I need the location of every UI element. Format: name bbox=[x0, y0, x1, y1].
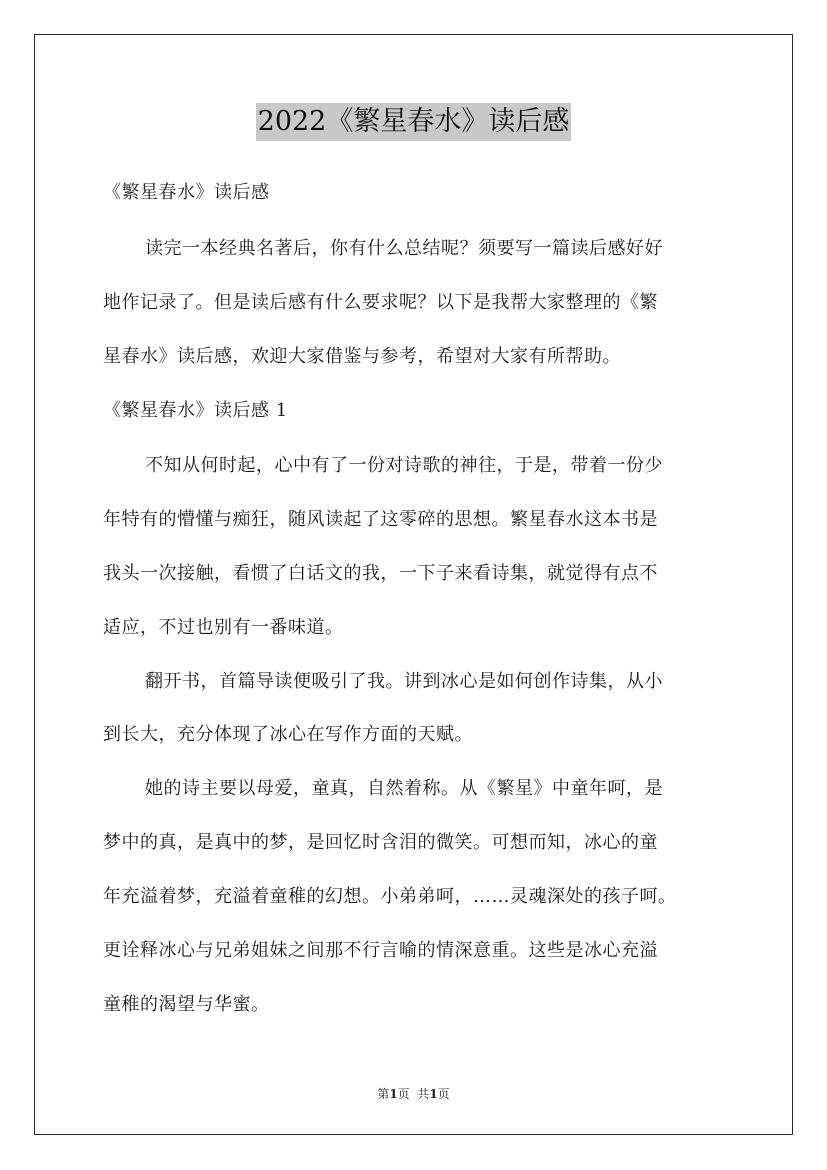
footer-page-number: 1 bbox=[389, 1087, 398, 1101]
document-title: 2022《繁星春水》读后感 bbox=[256, 103, 572, 141]
title-container bbox=[0, 103, 827, 141]
paragraph1-line: 年特有的懵懂与痴狂，随风读起了这零碎的思想。繁星春水这本书是 bbox=[103, 509, 658, 530]
footer-mid: 页 共 bbox=[397, 1087, 430, 1101]
paragraph2-line: 到长大，充分体现了冰心在写作方面的天赋。 bbox=[103, 724, 473, 745]
paragraph2-line: 翻开书，首篇导读便吸引了我。讲到冰心是如何创作诗集，从小 bbox=[145, 671, 663, 692]
paragraph3-line: 年充溢着梦，充溢着童稚的幻想。小弟弟呵，……灵魂深处的孩子呵。 bbox=[103, 886, 677, 907]
paragraph3-line: 童稚的渴望与华蜜。 bbox=[103, 994, 270, 1015]
paragraph1-line: 不知从何时起，心中有了一份对诗歌的神往，于是，带着一份少 bbox=[145, 455, 663, 476]
footer-total-pages: 1 bbox=[429, 1087, 438, 1101]
paragraph3-line: 更诠释冰心与兄弟姐妹之间那不行言喻的情深意重。这些是冰心充溢 bbox=[103, 940, 658, 961]
document-subtitle: 《繁星春水》读后感 bbox=[103, 182, 270, 203]
footer-prefix: 第 bbox=[377, 1087, 390, 1101]
paragraph1-line: 适应，不过也别有一番味道。 bbox=[103, 617, 344, 638]
intro-line: 读完一本经典名著后，你有什么总结呢？须要写一篇读后感好好 bbox=[145, 238, 663, 259]
paragraph1-line: 我头一次接触，看惯了白话文的我，一下子来看诗集，就觉得有点不 bbox=[103, 563, 658, 584]
paragraph3-line: 梦中的真，是真中的梦，是回忆时含泪的微笑。可想而知，冰心的童 bbox=[103, 832, 658, 853]
page-footer bbox=[0, 1085, 827, 1102]
footer-suffix: 页 bbox=[437, 1087, 450, 1101]
section-heading: 《繁星春水》读后感 1 bbox=[103, 400, 288, 421]
intro-line: 地作记录了。但是读后感有什么要求呢？以下是我帮大家整理的《繁 bbox=[103, 292, 658, 313]
intro-line: 星春水》读后感，欢迎大家借鉴与参考，希望对大家有所帮助。 bbox=[103, 346, 621, 367]
paragraph3-line: 她的诗主要以母爱，童真，自然着称。从《繁星》中童年呵，是 bbox=[145, 778, 663, 799]
